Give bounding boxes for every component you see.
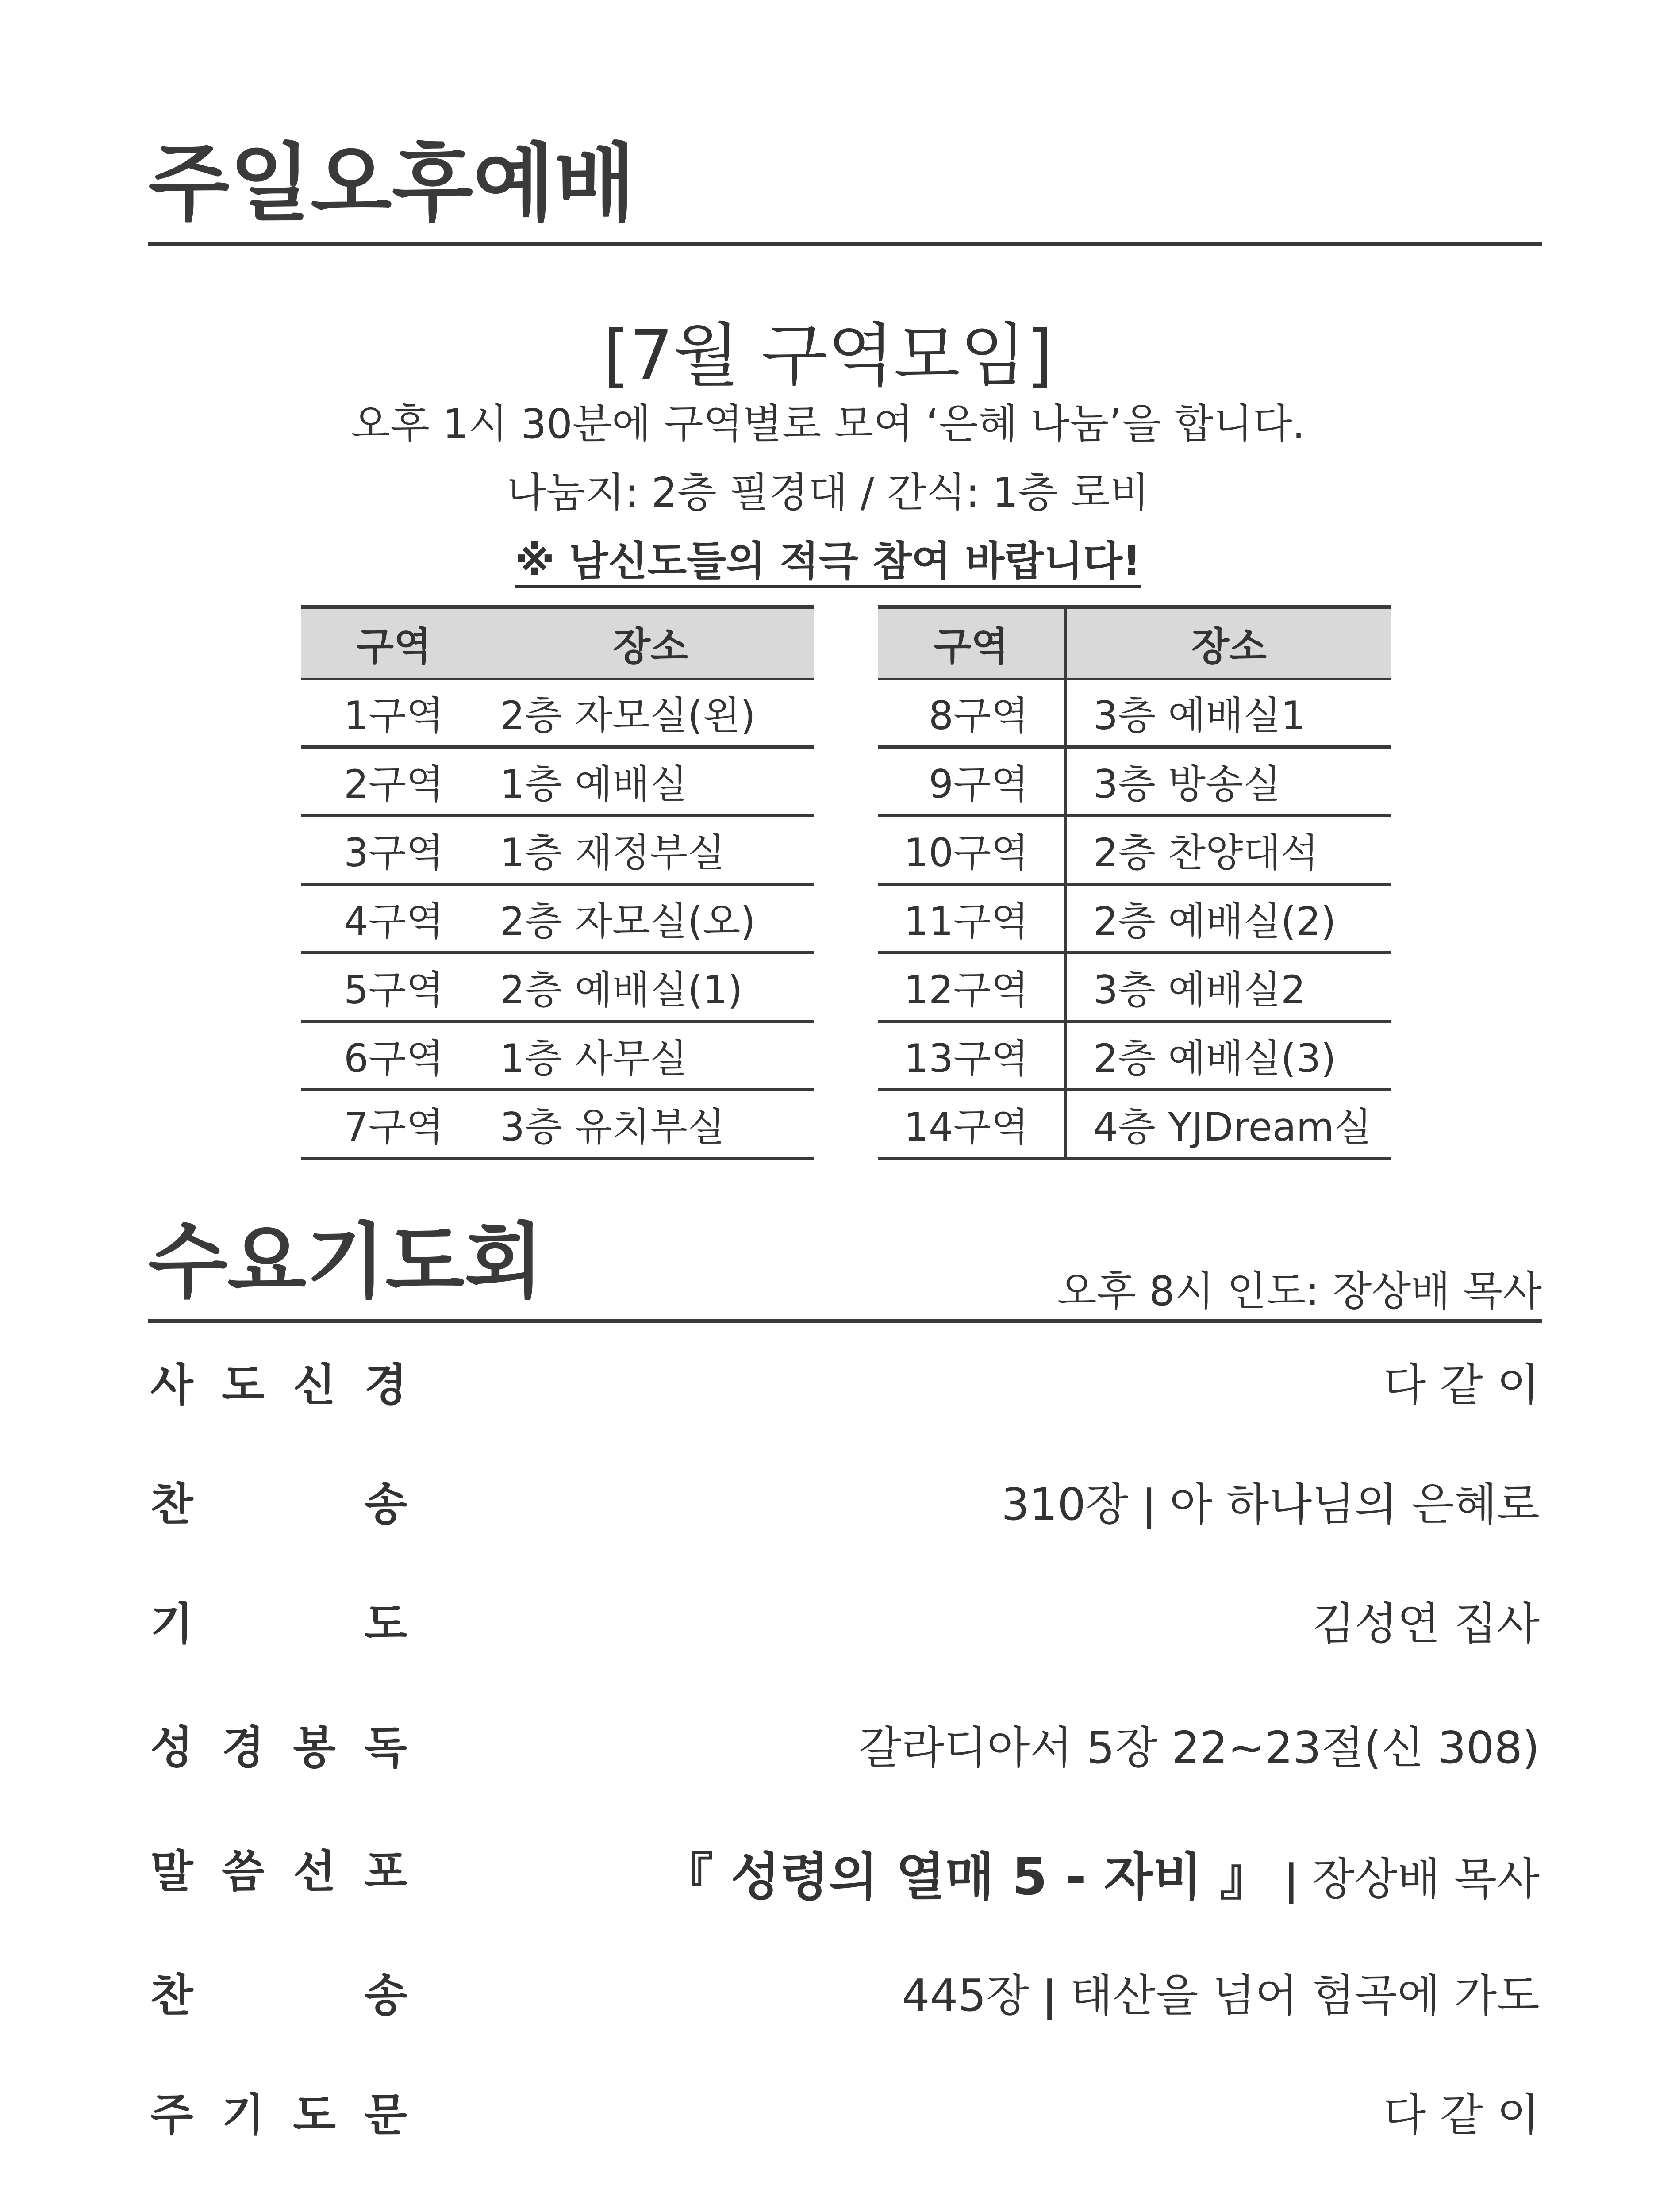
zone-cell: 2구역 xyxy=(343,761,444,807)
zone-cell: 4구역 xyxy=(343,899,444,944)
order-label-char: 주 xyxy=(150,2089,193,2141)
event-title: [7월 구역모임] xyxy=(603,315,1053,396)
order-label-char: 문 xyxy=(364,2089,407,2141)
table-row xyxy=(301,1022,814,1090)
sermon-title: 『 성령의 열매 5 - 자비 』 xyxy=(662,1847,1271,1907)
section-title-sunday: 주일오후예배 xyxy=(148,134,636,232)
event-line-1: 오후 1시 30분에 구역별로 모여 ‘은혜 나눔’을 합니다. xyxy=(351,400,1305,448)
order-label-char: 기 xyxy=(150,1598,193,1650)
order-row xyxy=(150,2079,1540,2141)
order-value-text: 다 같 이 xyxy=(1383,2089,1540,2141)
order-value xyxy=(662,1836,1540,1909)
order-value xyxy=(859,1712,1540,1776)
table-header-place: 장소 xyxy=(487,607,814,679)
order-value-text: 김성연 집사 xyxy=(1312,1598,1540,1650)
order-label-char: 도 xyxy=(364,1598,407,1650)
place-cell: 2층 예배실(2) xyxy=(1093,899,1336,944)
event-notice-text: ※ 남신도들의 적극 참여 바랍니다! xyxy=(515,538,1141,585)
zone-cell: 11구역 xyxy=(878,884,1065,953)
order-value-text: 445장 ǀ 태산을 넘어 험곡에 가도 xyxy=(902,1970,1540,2021)
table-row xyxy=(878,747,1391,816)
table-row xyxy=(878,953,1391,1022)
place-cell: 3층 예배실2 xyxy=(1093,967,1306,1013)
place-cell: 3층 예배실1 xyxy=(1093,693,1306,738)
zone-cell: 9구역 xyxy=(878,747,1065,816)
zone-table-right xyxy=(878,605,1391,1160)
order-label-char: 도 xyxy=(222,1359,265,1411)
order-value xyxy=(1383,2079,1540,2143)
order-value xyxy=(902,1960,1540,2024)
place-cell: 2층 자모실(왼) xyxy=(500,693,756,738)
order-label-char: 사 xyxy=(150,1359,193,1411)
order-label-char: 말 xyxy=(150,1846,193,1897)
table-header-zone: 구역 xyxy=(301,607,487,679)
order-label xyxy=(150,1349,407,1413)
place-cell: 3층 방송실 xyxy=(1093,761,1281,807)
order-label-char: 독 xyxy=(364,1722,407,1774)
order-label-char: 경 xyxy=(364,1359,407,1411)
order-label xyxy=(150,1712,407,1776)
order-label-char: 신 xyxy=(293,1359,336,1411)
place-cell: 4층 YJDream실 xyxy=(1093,1104,1372,1150)
order-label xyxy=(150,2079,407,2143)
order-value-text: 갈라디아서 5장 22~23절(신 308) xyxy=(859,1722,1540,1774)
order-label-char: 송 xyxy=(364,1479,407,1530)
zone-cell: 7구역 xyxy=(343,1104,444,1150)
order-row xyxy=(150,1836,1540,1907)
order-value xyxy=(1312,1588,1540,1652)
order-row xyxy=(150,1712,1540,1774)
order-row xyxy=(150,1960,1540,2022)
table-row xyxy=(301,1090,814,1159)
order-label-char: 씀 xyxy=(222,1846,265,1897)
zone-cell: 10구역 xyxy=(878,816,1065,884)
place-cell: 1층 예배실 xyxy=(500,761,688,807)
order-label xyxy=(150,1469,407,1532)
table-row xyxy=(301,679,814,747)
zone-cell: 8구역 xyxy=(878,679,1065,747)
order-label-char: 도 xyxy=(293,2089,336,2141)
order-value-text: 310장 ǀ 아 하나님의 은혜로 xyxy=(1001,1479,1540,1530)
section-title-wednesday: 수요기도회 xyxy=(148,1214,544,1310)
zone-cell: 1구역 xyxy=(343,693,444,738)
zone-cell: 5구역 xyxy=(343,967,444,1013)
table-row xyxy=(878,884,1391,953)
order-value-text: 다 같 이 xyxy=(1383,1359,1540,1411)
order-label-char: 포 xyxy=(364,1846,407,1897)
order-label-char: 선 xyxy=(293,1846,336,1897)
divider xyxy=(148,1319,1542,1323)
order-row xyxy=(150,1469,1540,1531)
zone-cell: 13구역 xyxy=(878,1022,1065,1090)
place-cell: 2층 찬양대석 xyxy=(1093,830,1319,876)
order-row xyxy=(150,1588,1540,1650)
table-header-zone: 구역 xyxy=(878,607,1065,679)
zone-cell: 3구역 xyxy=(343,830,444,876)
place-cell: 3층 유치부실 xyxy=(500,1104,726,1150)
zone-cell: 6구역 xyxy=(343,1036,444,1081)
place-cell: 2층 예배실(3) xyxy=(1093,1036,1336,1081)
order-value xyxy=(1001,1469,1540,1532)
order-label xyxy=(150,1588,407,1652)
place-cell: 1층 재정부실 xyxy=(500,830,726,876)
table-row xyxy=(301,884,814,953)
table-header-place: 장소 xyxy=(1065,607,1391,679)
table-row xyxy=(878,1022,1391,1090)
order-label-char: 송 xyxy=(364,1970,407,2021)
table-row xyxy=(878,1090,1391,1159)
table-row xyxy=(878,679,1391,747)
order-value-text: ǀ 장상배 목사 xyxy=(1271,1853,1540,1905)
order-label-char: 성 xyxy=(150,1722,193,1774)
order-row xyxy=(150,1349,1540,1411)
zone-cell: 14구역 xyxy=(878,1090,1065,1159)
order-label xyxy=(150,1836,407,1900)
table-row xyxy=(878,816,1391,884)
order-label xyxy=(150,1960,407,2024)
order-label-char: 봉 xyxy=(293,1722,336,1774)
order-label-char: 찬 xyxy=(150,1970,193,2021)
place-cell: 2층 예배실(1) xyxy=(500,967,743,1013)
event-notice xyxy=(0,529,1656,587)
order-label-char: 찬 xyxy=(150,1479,193,1530)
order-label-char: 경 xyxy=(222,1722,265,1774)
zone-cell: 12구역 xyxy=(878,953,1065,1022)
zone-table-left xyxy=(301,605,814,1160)
wednesday-info: 오후 8시 인도: 장상배 목사 xyxy=(1057,1267,1542,1315)
place-cell: 1층 사무실 xyxy=(500,1036,688,1081)
order-label-char: 기 xyxy=(222,2089,265,2141)
table-row xyxy=(301,747,814,816)
event-line-2: 나눔지: 2층 필경대 / 간식: 1층 로비 xyxy=(507,469,1149,516)
table-row xyxy=(301,953,814,1022)
order-value xyxy=(1383,1349,1540,1413)
divider xyxy=(148,242,1542,246)
place-cell: 2층 자모실(오) xyxy=(500,899,756,944)
table-row xyxy=(301,816,814,884)
